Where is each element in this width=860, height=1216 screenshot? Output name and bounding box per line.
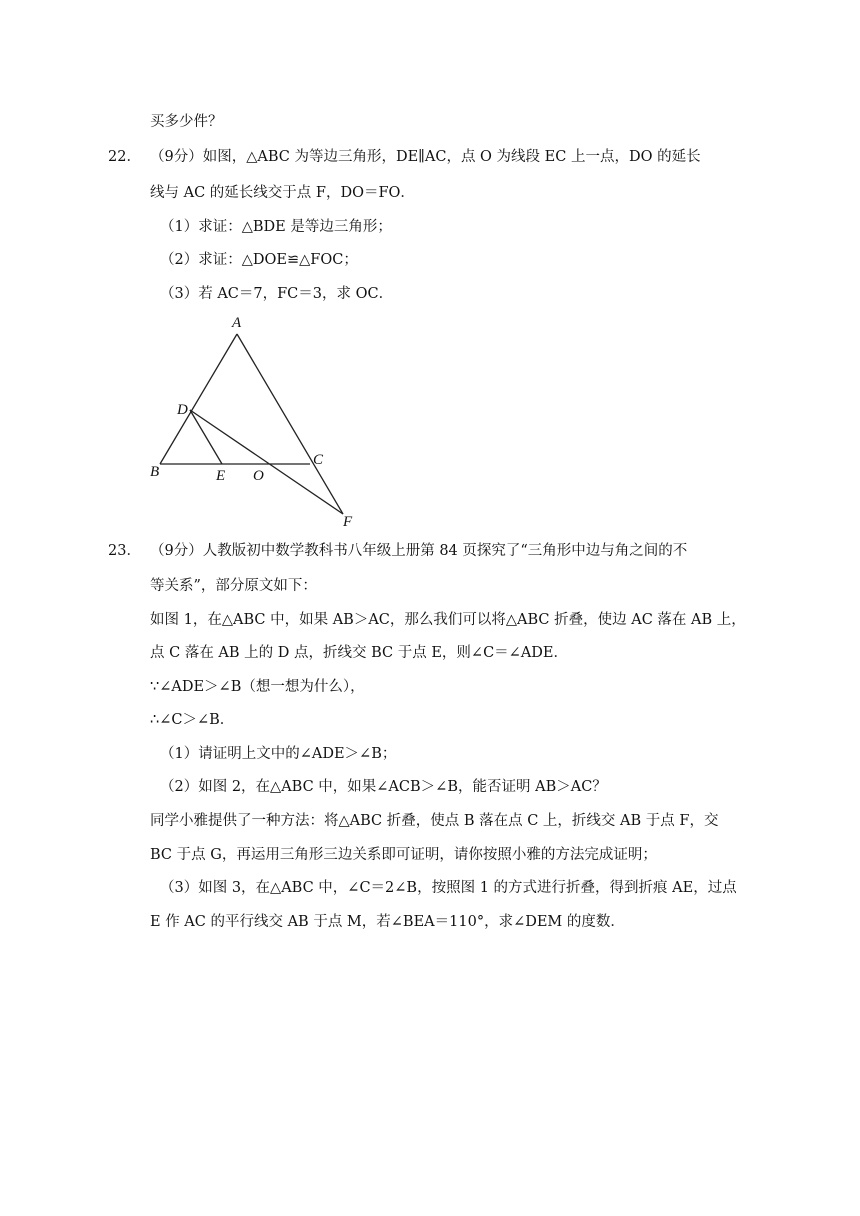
question-22-stem-line1: （9分）如图，△ABC 为等边三角形，DE∥AC，点 O 为线段 EC 上一点，DO 的延长 — [150, 149, 701, 165]
question-23-method-line2: BC 于点 G，再运用三角形三边关系即可证明，请你按照小雅的方法完成证明； — [150, 847, 657, 863]
label-E: E — [216, 468, 226, 484]
question-22-part3: （3）若 AC＝7，FC＝3，求 OC． — [160, 286, 394, 302]
label-O: O — [253, 468, 264, 484]
question-22-part1: （1）求证：△BDE 是等边三角形； — [160, 219, 392, 235]
question-23-quote-line1: 如图 1，在△ABC 中，如果 AB＞AC，那么我们可以将△ABC 折叠，使边 AC 落在 AB 上， — [150, 612, 746, 628]
question-22-number: 22． — [108, 149, 141, 165]
question-23-stem-line2: 等关系”，部分原文如下： — [150, 578, 317, 594]
label-B: B — [150, 464, 160, 480]
label-C: C — [313, 452, 324, 468]
question-23-quote-line2: 点 C 落在 AB 上的 D 点，折线交 BC 于点 E，则∠C＝∠ADE． — [150, 645, 569, 661]
question-23-part1: （1）请证明上文中的∠ADE＞∠B； — [160, 746, 397, 762]
question-23-quote-line3: ∵∠ADE＞∠B（想一想为什么）， — [150, 679, 365, 695]
question-23-part2: （2）如图 2，在△ABC 中，如果∠ACB＞∠B，能否证明 AB＞AC？ — [160, 779, 607, 795]
question-23-number: 23． — [108, 543, 141, 559]
segment-DE — [190, 410, 222, 464]
question-22-part2: （2）求证：△DOE≌△FOC； — [160, 252, 358, 268]
question-23-method-line1: 同学小雅提供了一种方法：将△ABC 折叠，使点 B 落在点 C 上，折线交 AB 于点 F，交 — [150, 813, 719, 829]
question-22-figure — [140, 312, 380, 532]
question-23-stem-line1: （9分）人教版初中数学教科书八年级上册第 84 页探究了“三角形中边与角之间的不 — [150, 543, 688, 559]
previous-question-tail: 买多少件？ — [150, 114, 223, 130]
question-22-stem-line2: 线与 AC 的延长线交于点 F，DO＝FO． — [150, 185, 415, 201]
question-23-part3-line2: E 作 AC 的平行线交 AB 于点 M，若∠BEA＝110°，求∠DEM 的度数． — [150, 914, 625, 930]
label-F: F — [343, 514, 353, 530]
question-23-part3-line1: （3）如图 3，在△ABC 中，∠C＝2∠B，按照图 1 的方式进行折叠，得到折痕 AE，过点 — [160, 880, 737, 896]
question-23-quote-line4: ∴∠C＞∠B． — [150, 712, 235, 728]
segment-AB — [160, 334, 237, 464]
segment-AF — [237, 334, 343, 514]
label-A: A — [232, 315, 242, 331]
label-D: D — [177, 402, 188, 418]
